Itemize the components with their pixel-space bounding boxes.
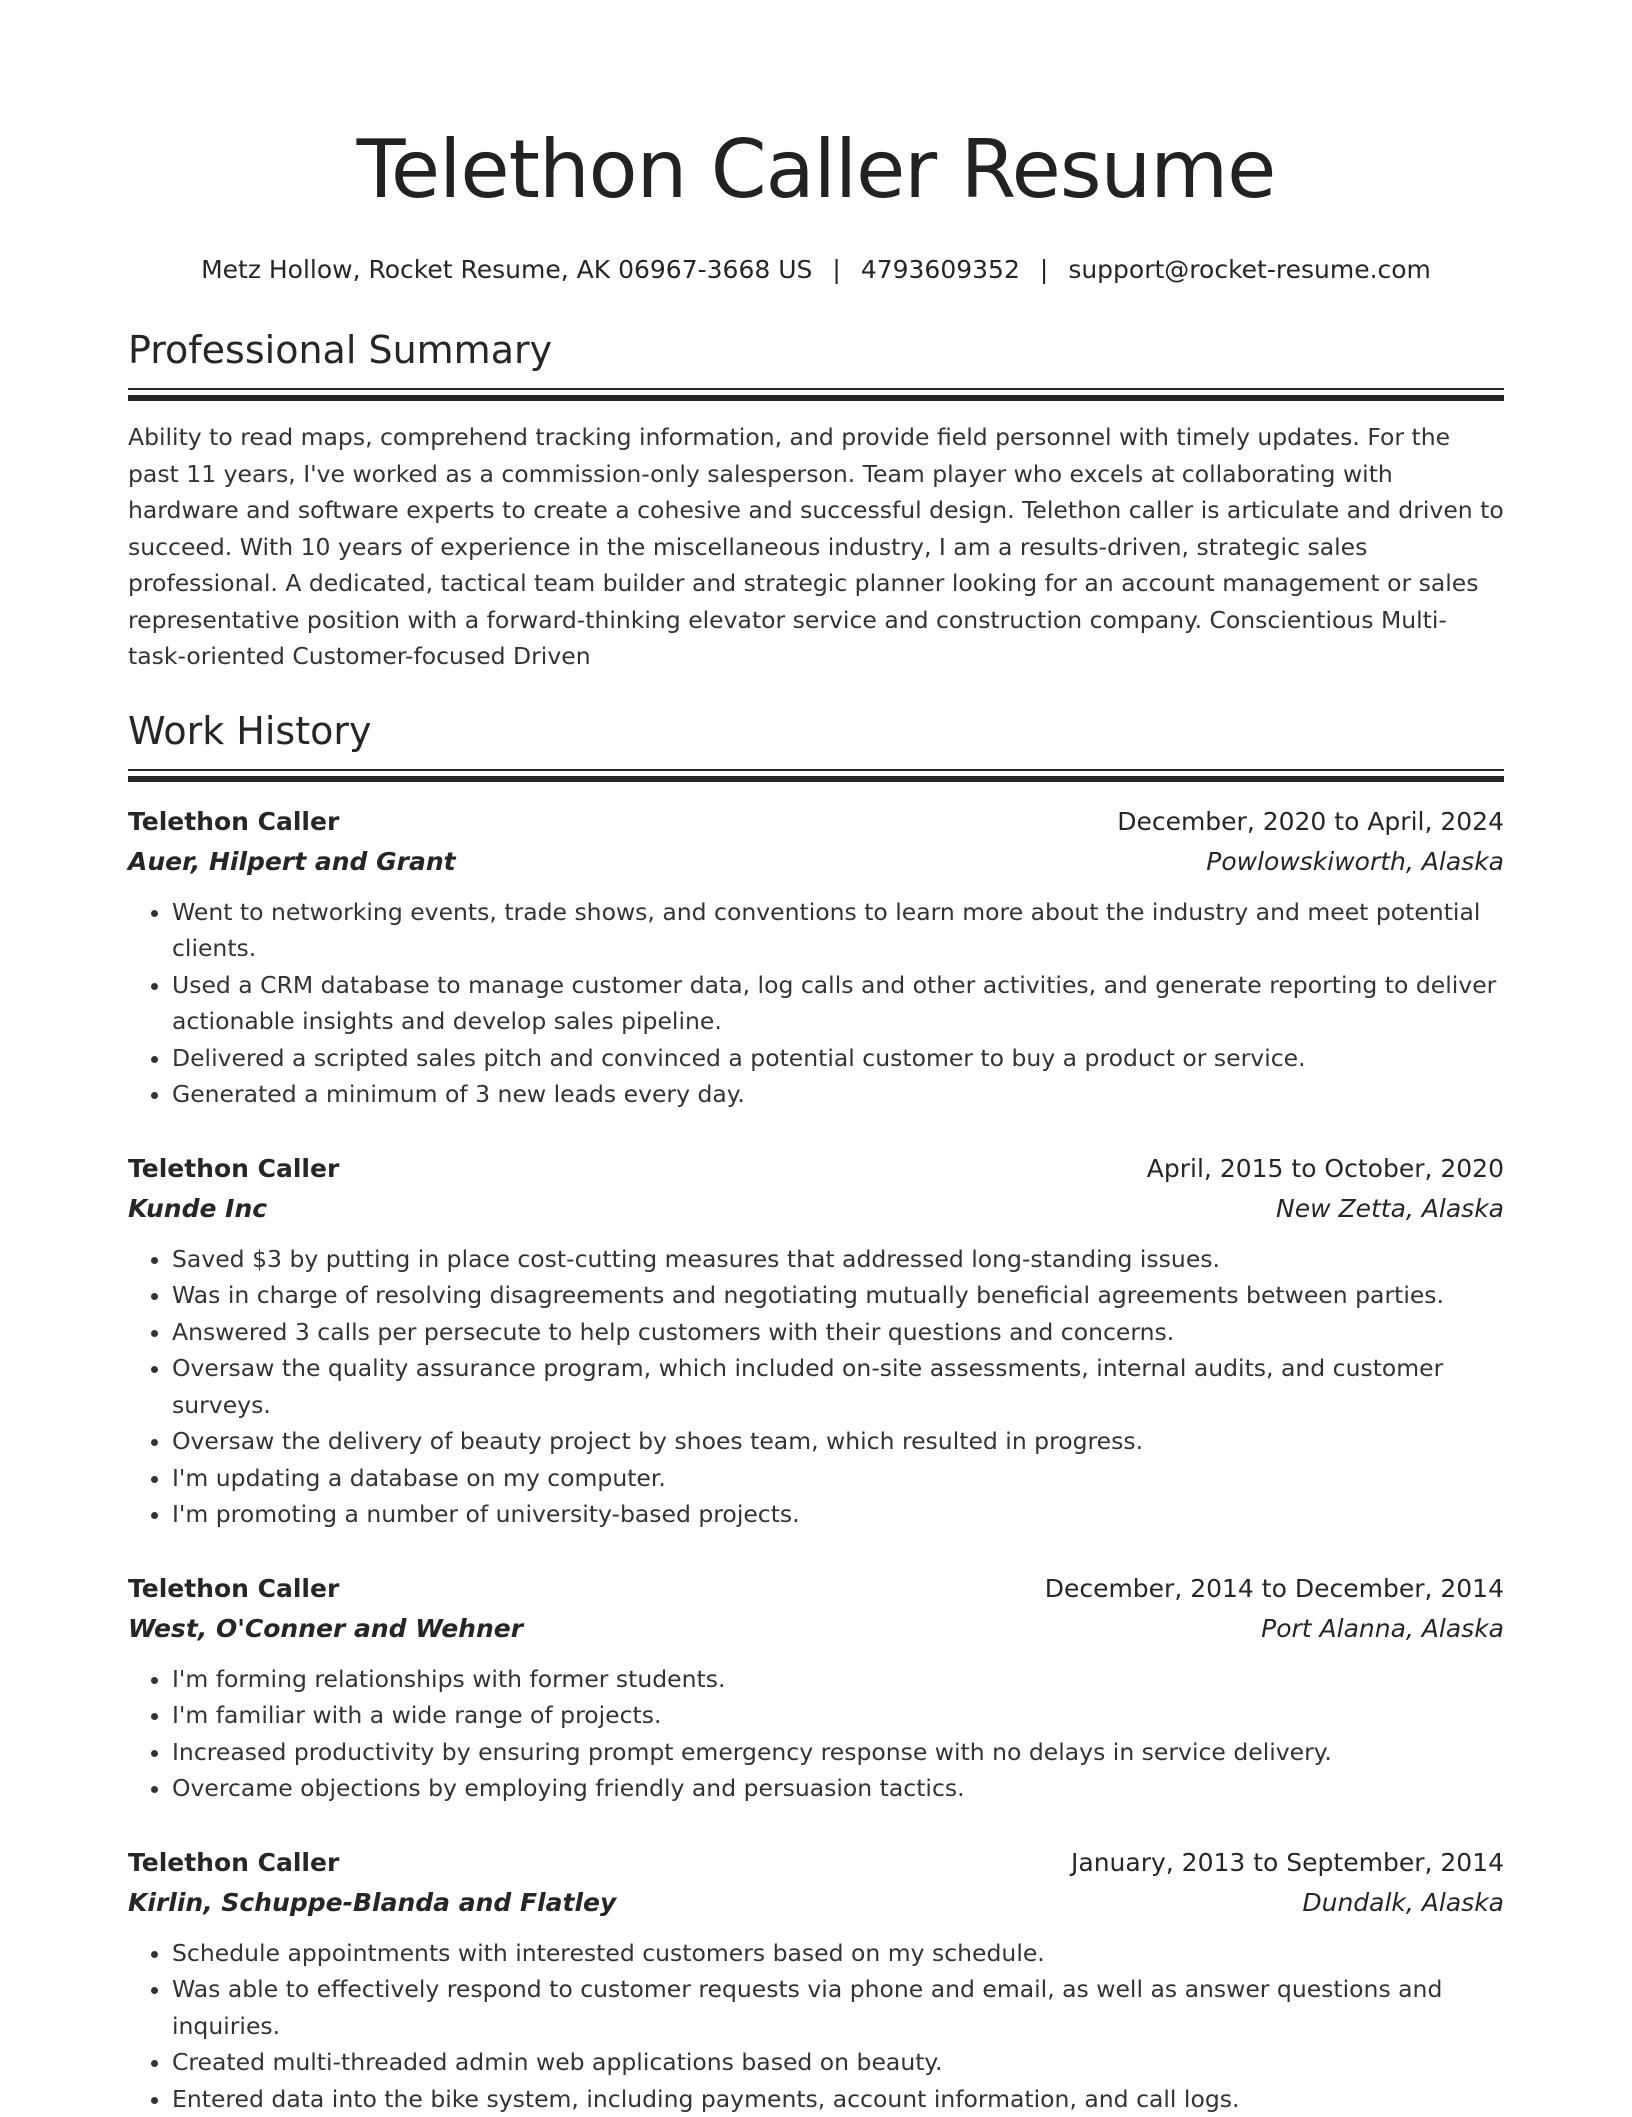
section-divider — [128, 388, 1504, 401]
section-heading-work: Work History — [128, 705, 1504, 757]
job-entry — [128, 1569, 1504, 1807]
contact-phone: 4793609352 — [861, 255, 1020, 284]
job-bullet-list — [128, 1935, 1504, 2117]
job-header-row — [128, 1149, 1504, 1189]
resume-title: Telethon Caller Resume — [128, 0, 1504, 222]
job-entry — [128, 1149, 1504, 1533]
job-bullet: • Saved $3 by putting in place cost-cutting measures that addressed long-standing issues. — [172, 1241, 1504, 1278]
job-bullet: • Was able to effectively respond to customer requests via phone and email, as well as answer questions and inquiries. — [172, 1971, 1504, 2044]
job-dates: January, 2013 to September, 2014 — [1071, 1843, 1504, 1883]
job-bullet-list — [128, 1661, 1504, 1807]
job-dates: December, 2020 to April, 2024 — [1117, 802, 1504, 842]
job-bullet: • Delivered a scripted sales pitch and convinced a potential customer to buy a product or service. — [172, 1040, 1504, 1077]
job-location: New Zetta, Alaska — [1276, 1189, 1504, 1229]
job-title: Telethon Caller — [128, 1149, 339, 1189]
job-bullet: • Entered data into the bike system, including payments, account information, and call logs. — [172, 2081, 1504, 2117]
job-bullet: • Went to networking events, trade shows, and conventions to learn more about the industry and meet potential clients. — [172, 894, 1504, 967]
job-employer: Kirlin, Schuppe-Blanda and Flatley — [128, 1883, 616, 1923]
summary-text: Ability to read maps, comprehend tracking information, and provide field personnel with timely updates. For the past 11 years, I've worked as a commission-only salesperson. Team player who excels at collaborating with hardware and software experts to create a cohesive and successful design. Telethon caller is articulate and driven to succeed. With 10 years of experience in the miscellaneous industry, I am a results-driven, strategic sales professional. A dedicated, tactical team builder and strategic planner looking for an account management or sales representative position with a forward-thinking elevator service and construction company. Conscientious Multi-task-oriented Customer-focused Driven — [128, 419, 1504, 675]
job-header-row — [128, 1843, 1504, 1883]
job-title: Telethon Caller — [128, 1843, 339, 1883]
job-entry — [128, 802, 1504, 1113]
job-employer-row — [128, 1189, 1504, 1229]
professional-summary-section — [128, 324, 1504, 675]
contact-email: support@rocket-resume.com — [1068, 255, 1431, 284]
section-divider — [128, 769, 1504, 782]
job-header-row — [128, 802, 1504, 842]
job-location: Port Alanna, Alaska — [1261, 1609, 1504, 1649]
job-bullet: • I'm updating a database on my computer. — [172, 1460, 1504, 1497]
job-employer: West, O'Conner and Wehner — [128, 1609, 523, 1649]
job-bullet: • Answered 3 calls per persecute to help customers with their questions and concerns. — [172, 1314, 1504, 1351]
section-heading-summary: Professional Summary — [128, 324, 1504, 376]
job-header-row — [128, 1569, 1504, 1609]
job-title: Telethon Caller — [128, 802, 339, 842]
job-location: Dundalk, Alaska — [1302, 1883, 1504, 1923]
job-bullet-list — [128, 894, 1504, 1113]
job-bullet: • Oversaw the quality assurance program, which included on-site assessments, internal audits, and customer surveys. — [172, 1350, 1504, 1423]
job-entry — [128, 1843, 1504, 2117]
job-bullet: • Generated a minimum of 3 new leads every day. — [172, 1076, 1504, 1113]
job-employer-row — [128, 842, 1504, 882]
job-bullet: • Used a CRM database to manage customer data, log calls and other activities, and generate reporting to deliver actionable insights and develop sales pipeline. — [172, 967, 1504, 1040]
job-bullet: • Was in charge of resolving disagreements and negotiating mutually beneficial agreements between parties. — [172, 1277, 1504, 1314]
work-history-section — [128, 705, 1504, 2117]
job-bullet: • Oversaw the delivery of beauty project by shoes team, which resulted in progress. — [172, 1423, 1504, 1460]
job-bullet: • Increased productivity by ensuring prompt emergency response with no delays in service delivery. — [172, 1734, 1504, 1771]
job-dates: April, 2015 to October, 2020 — [1147, 1149, 1504, 1189]
job-bullet: • Overcame objections by employing friendly and persuasion tactics. — [172, 1770, 1504, 1807]
contact-separator: | — [832, 252, 840, 288]
job-bullet: • Schedule appointments with interested customers based on my schedule. — [172, 1935, 1504, 1972]
job-location: Powlowskiworth, Alaska — [1206, 842, 1504, 882]
job-bullet: • I'm familiar with a wide range of projects. — [172, 1697, 1504, 1734]
job-employer-row — [128, 1883, 1504, 1923]
resume-page — [128, 0, 1504, 2117]
contact-separator: | — [1040, 252, 1048, 288]
job-bullet-list — [128, 1241, 1504, 1533]
job-title: Telethon Caller — [128, 1569, 339, 1609]
contact-address: Metz Hollow, Rocket Resume, AK 06967-3668 US — [201, 255, 812, 284]
job-employer: Auer, Hilpert and Grant — [128, 842, 456, 882]
job-employer-row — [128, 1609, 1504, 1649]
job-dates: December, 2014 to December, 2014 — [1045, 1569, 1504, 1609]
job-bullet: • Created multi-threaded admin web applications based on beauty. — [172, 2044, 1504, 2081]
job-employer: Kunde Inc — [128, 1189, 267, 1229]
contact-line — [128, 252, 1504, 288]
job-bullet: • I'm forming relationships with former students. — [172, 1661, 1504, 1698]
job-bullet: • I'm promoting a number of university-based projects. — [172, 1496, 1504, 1533]
